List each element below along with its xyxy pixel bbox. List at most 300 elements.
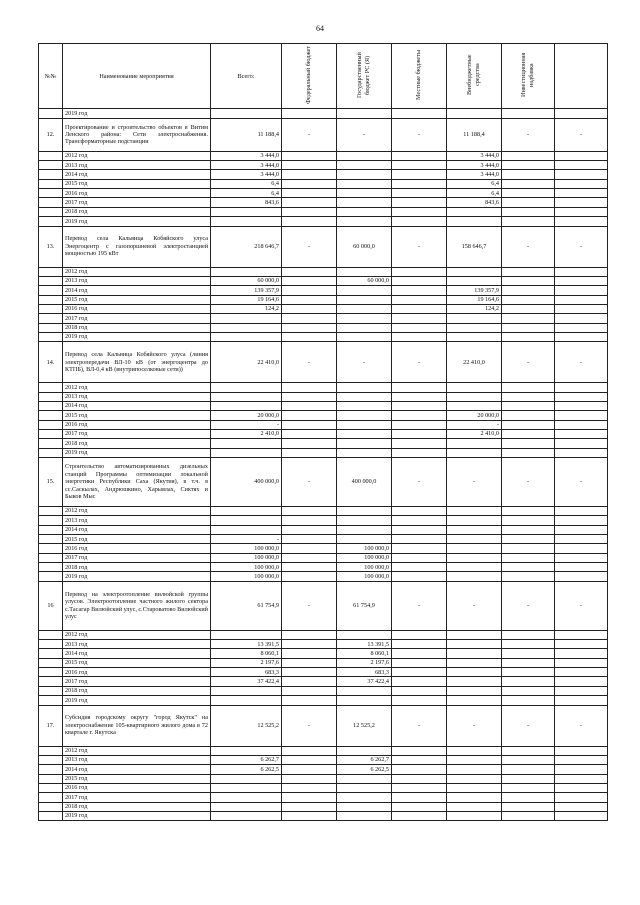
row-index-cell: [39, 401, 63, 410]
row-index-cell: [39, 383, 63, 392]
value-cell: [392, 658, 447, 667]
value-cell: [555, 179, 608, 188]
value-cell: [447, 630, 502, 639]
row-index-cell: [39, 765, 63, 774]
value-cell: [282, 755, 337, 764]
value-cell: [502, 109, 555, 118]
value-cell: [337, 267, 392, 276]
value-cell: [211, 811, 282, 820]
value-cell: [337, 217, 392, 226]
value-cell: [392, 295, 447, 304]
value-cell: [337, 109, 392, 118]
value-cell: 400 000,0: [211, 458, 282, 507]
value-cell: 100 000,0: [337, 572, 392, 581]
item-description: Перевод села Кальвица Кобяйского улуса Энергоцентр с газопоршневой электростанцией мощностью 195 кВт: [63, 226, 211, 267]
table-row-year: [39, 544, 608, 553]
value-cell: [282, 411, 337, 420]
item-index: 15.: [39, 458, 63, 507]
value-cell: [555, 295, 608, 304]
value-cell: [502, 420, 555, 429]
value-cell: [502, 507, 555, 516]
table-row-year: [39, 207, 608, 216]
row-index-cell: [39, 295, 63, 304]
value-cell: [555, 516, 608, 525]
year-label: 2017 год: [63, 677, 211, 686]
value-cell: [392, 535, 447, 544]
row-index-cell: [39, 411, 63, 420]
table-row-item: [39, 458, 608, 507]
value-cell: [337, 170, 392, 179]
value-cell: [211, 686, 282, 695]
value-cell: [555, 448, 608, 457]
year-label: 2012 год: [63, 507, 211, 516]
year-label: 2013 год: [63, 640, 211, 649]
table-row-year: [39, 630, 608, 639]
row-index-cell: [39, 439, 63, 448]
table-row-year: [39, 323, 608, 332]
value-cell: [447, 392, 502, 401]
value-cell: [447, 793, 502, 802]
value-cell: [555, 383, 608, 392]
value-cell: [447, 668, 502, 677]
value-cell: [211, 332, 282, 341]
value-cell: [555, 525, 608, 534]
value-cell: 37 422,4: [337, 677, 392, 686]
value-cell: [447, 811, 502, 820]
table-row-year: [39, 439, 608, 448]
header-name: Наименование мероприятия: [63, 44, 211, 109]
table-header-row: [39, 44, 608, 109]
value-cell: [282, 572, 337, 581]
value-cell: [337, 439, 392, 448]
row-index-cell: [39, 563, 63, 572]
value-cell: [392, 286, 447, 295]
value-cell: 61 754,9: [211, 581, 282, 630]
year-label: 2015 год: [63, 295, 211, 304]
value-cell: [555, 774, 608, 783]
row-index-cell: [39, 544, 63, 553]
table-row-year: [39, 429, 608, 438]
value-cell: [337, 516, 392, 525]
value-cell: 22 410,0: [447, 342, 502, 383]
value-cell: -: [282, 226, 337, 267]
value-cell: [282, 516, 337, 525]
value-cell: 843,6: [447, 198, 502, 207]
row-index-cell: [39, 802, 63, 811]
row-index-cell: [39, 179, 63, 188]
value-cell: [502, 198, 555, 207]
value-cell: [555, 198, 608, 207]
row-index-cell: [39, 535, 63, 544]
table-row-year: [39, 151, 608, 160]
value-cell: [502, 332, 555, 341]
year-label: 2016 год: [63, 304, 211, 313]
value-cell: 139 357,9: [211, 286, 282, 295]
year-label: 2018 год: [63, 686, 211, 695]
value-cell: [211, 439, 282, 448]
year-label: 2015 год: [63, 179, 211, 188]
value-cell: 100 000,0: [211, 572, 282, 581]
value-cell: 60 000,0: [337, 226, 392, 267]
value-cell: [392, 429, 447, 438]
value-cell: [392, 401, 447, 410]
value-cell: [392, 276, 447, 285]
year-label: 2016 год: [63, 544, 211, 553]
row-index-cell: [39, 516, 63, 525]
year-label: 2016 год: [63, 783, 211, 792]
value-cell: [555, 286, 608, 295]
value-cell: -: [392, 226, 447, 267]
value-cell: [337, 630, 392, 639]
value-cell: [392, 755, 447, 764]
value-cell: [555, 793, 608, 802]
value-cell: 100 000,0: [337, 563, 392, 572]
value-cell: [502, 189, 555, 198]
value-cell: [282, 677, 337, 686]
value-cell: [337, 420, 392, 429]
value-cell: [555, 668, 608, 677]
year-label: 2017 год: [63, 429, 211, 438]
value-cell: [282, 207, 337, 216]
table-row-year: [39, 563, 608, 572]
value-cell: [392, 686, 447, 695]
value-cell: [392, 198, 447, 207]
value-cell: [502, 525, 555, 534]
table-row-year: [39, 755, 608, 764]
value-cell: [392, 109, 447, 118]
value-cell: [555, 401, 608, 410]
table-row-item: [39, 226, 608, 267]
value-cell: [447, 696, 502, 705]
value-cell: [555, 392, 608, 401]
value-cell: [282, 658, 337, 667]
value-cell: [555, 439, 608, 448]
table-row-year: [39, 783, 608, 792]
value-cell: [447, 507, 502, 516]
table-row-year: [39, 535, 608, 544]
value-cell: -: [502, 581, 555, 630]
value-cell: [555, 658, 608, 667]
value-cell: [282, 535, 337, 544]
row-index-cell: [39, 429, 63, 438]
value-cell: [502, 161, 555, 170]
value-cell: [211, 323, 282, 332]
value-cell: [211, 630, 282, 639]
value-cell: [447, 525, 502, 534]
value-cell: [282, 429, 337, 438]
value-cell: [502, 811, 555, 820]
value-cell: 19 164,6: [447, 295, 502, 304]
header-federal: Федеральный бюджет: [282, 44, 337, 109]
value-cell: [282, 448, 337, 457]
item-index: 16: [39, 581, 63, 630]
table-row-year: [39, 696, 608, 705]
item-description: Перевод на электроотопление вилюйской группы улусов. Электроотопление частного жилого сектора с.Тасагар Вилюйский улус, с.Староватово Вилюйский улус: [63, 581, 211, 630]
row-index-cell: [39, 630, 63, 639]
value-cell: [392, 563, 447, 572]
value-cell: [337, 383, 392, 392]
row-index-cell: [39, 392, 63, 401]
table-row-year: [39, 217, 608, 226]
value-cell: 6,4: [211, 189, 282, 198]
value-cell: [502, 783, 555, 792]
table-row-year: [39, 802, 608, 811]
row-index-cell: [39, 286, 63, 295]
year-label: 2013 год: [63, 161, 211, 170]
table-row-year: [39, 572, 608, 581]
value-cell: [392, 267, 447, 276]
value-cell: 3 444,0: [211, 170, 282, 179]
value-cell: [502, 802, 555, 811]
value-cell: [502, 304, 555, 313]
table-row-year: [39, 686, 608, 695]
value-cell: 3 444,0: [447, 151, 502, 160]
value-cell: -: [502, 226, 555, 267]
value-cell: 3 444,0: [211, 161, 282, 170]
year-label: 2016 год: [63, 420, 211, 429]
value-cell: [337, 332, 392, 341]
year-label: 2014 год: [63, 401, 211, 410]
value-cell: [555, 189, 608, 198]
value-cell: [392, 774, 447, 783]
value-cell: 100 000,0: [337, 544, 392, 553]
value-cell: [282, 276, 337, 285]
value-cell: -: [282, 118, 337, 151]
value-cell: [337, 207, 392, 216]
value-cell: -: [211, 535, 282, 544]
year-label: 2015 год: [63, 535, 211, 544]
value-cell: [337, 746, 392, 755]
table-row-year: [39, 640, 608, 649]
value-cell: 683,3: [211, 668, 282, 677]
year-label: 2017 год: [63, 314, 211, 323]
value-cell: [392, 553, 447, 562]
row-index-cell: [39, 755, 63, 764]
value-cell: [282, 649, 337, 658]
value-cell: [502, 630, 555, 639]
value-cell: [447, 649, 502, 658]
value-cell: [282, 189, 337, 198]
value-cell: [337, 686, 392, 695]
value-cell: [211, 774, 282, 783]
year-label: 2019 год: [63, 811, 211, 820]
value-cell: [337, 783, 392, 792]
value-cell: [447, 686, 502, 695]
value-cell: [502, 755, 555, 764]
year-label: 2019 год: [63, 572, 211, 581]
value-cell: 158 646,7: [447, 226, 502, 267]
row-index-cell: [39, 525, 63, 534]
row-index-cell: [39, 170, 63, 179]
table-row-year: [39, 401, 608, 410]
value-cell: [502, 774, 555, 783]
item-description: Строительство автоматизированных дизельных станций Программы оптимизации локальной энергетики Республики Саха (Якутия), в т.ч. в сс.Саскылах, Андрюшкино, Харыялах, Сиктях и Быков Мыс: [63, 458, 211, 507]
value-cell: 60 000,0: [211, 276, 282, 285]
value-cell: -: [392, 581, 447, 630]
value-cell: [502, 535, 555, 544]
value-cell: [502, 439, 555, 448]
value-cell: -: [282, 581, 337, 630]
value-cell: [392, 161, 447, 170]
table-row-year: [39, 314, 608, 323]
value-cell: [282, 640, 337, 649]
value-cell: [502, 170, 555, 179]
value-cell: -: [282, 705, 337, 746]
value-cell: [447, 314, 502, 323]
value-cell: [502, 746, 555, 755]
table-row-year: [39, 774, 608, 783]
value-cell: 6,4: [447, 189, 502, 198]
row-index-cell: [39, 640, 63, 649]
value-cell: 6 262,5: [337, 765, 392, 774]
item-description: Субсидия городскому округу "город Якутск" на электроснабжение 105-квартирного жилого дома в 72 квартале г. Якутска: [63, 705, 211, 746]
value-cell: [282, 544, 337, 553]
value-cell: [337, 323, 392, 332]
value-cell: [337, 295, 392, 304]
value-cell: [282, 765, 337, 774]
value-cell: [282, 151, 337, 160]
value-cell: [502, 696, 555, 705]
row-index-cell: [39, 109, 63, 118]
value-cell: [211, 516, 282, 525]
value-cell: [211, 401, 282, 410]
item-description: Проектирование и строительство объектов в Витим Ленского района: Сети электроснабжения. Трансформаторные подстанции: [63, 118, 211, 151]
value-cell: [282, 314, 337, 323]
value-cell: [502, 401, 555, 410]
value-cell: [447, 207, 502, 216]
value-cell: [502, 793, 555, 802]
value-cell: 8 060,1: [337, 649, 392, 658]
value-cell: [502, 295, 555, 304]
value-cell: [555, 207, 608, 216]
value-cell: [392, 392, 447, 401]
value-cell: [392, 420, 447, 429]
value-cell: [337, 198, 392, 207]
header-num: №№: [39, 44, 63, 109]
value-cell: -: [447, 705, 502, 746]
value-cell: -: [555, 226, 608, 267]
value-cell: [392, 189, 447, 198]
value-cell: 20 000,0: [447, 411, 502, 420]
value-cell: [555, 217, 608, 226]
value-cell: [447, 765, 502, 774]
table-row-year: [39, 765, 608, 774]
value-cell: [502, 553, 555, 562]
header-blank: [555, 44, 608, 109]
value-cell: [392, 802, 447, 811]
value-cell: [502, 658, 555, 667]
value-cell: 6,4: [447, 179, 502, 188]
row-index-cell: [39, 649, 63, 658]
value-cell: [447, 323, 502, 332]
year-label: 2019 год: [63, 217, 211, 226]
value-cell: [282, 630, 337, 639]
value-cell: [447, 563, 502, 572]
year-label: 2015 год: [63, 774, 211, 783]
year-label: 2018 год: [63, 563, 211, 572]
value-cell: [211, 525, 282, 534]
table-row-year: [39, 448, 608, 457]
table-row-year: [39, 276, 608, 285]
budget-table: [38, 43, 608, 821]
value-cell: [211, 383, 282, 392]
table-row-year: [39, 516, 608, 525]
row-index-cell: [39, 677, 63, 686]
value-cell: [392, 383, 447, 392]
table-row-item: [39, 581, 608, 630]
row-index-cell: [39, 151, 63, 160]
value-cell: 19 164,6: [211, 295, 282, 304]
value-cell: [392, 179, 447, 188]
row-index-cell: [39, 811, 63, 820]
year-label: 2015 год: [63, 411, 211, 420]
row-index-cell: [39, 696, 63, 705]
value-cell: 6 262,5: [211, 765, 282, 774]
value-cell: [447, 802, 502, 811]
value-cell: [555, 544, 608, 553]
value-cell: [392, 630, 447, 639]
value-cell: [337, 411, 392, 420]
value-cell: [211, 392, 282, 401]
value-cell: 2 197,6: [211, 658, 282, 667]
value-cell: [555, 332, 608, 341]
value-cell: [337, 793, 392, 802]
table-row-year: [39, 161, 608, 170]
value-cell: [337, 535, 392, 544]
value-cell: [282, 304, 337, 313]
row-index-cell: [39, 276, 63, 285]
value-cell: [211, 793, 282, 802]
value-cell: [211, 314, 282, 323]
value-cell: [555, 429, 608, 438]
value-cell: [337, 304, 392, 313]
year-label: 2017 год: [63, 793, 211, 802]
value-cell: [392, 448, 447, 457]
value-cell: -: [555, 581, 608, 630]
value-cell: [282, 783, 337, 792]
value-cell: -: [282, 342, 337, 383]
value-cell: [392, 507, 447, 516]
row-index-cell: [39, 267, 63, 276]
value-cell: [282, 793, 337, 802]
value-cell: 100 000,0: [211, 544, 282, 553]
year-label: 2012 год: [63, 746, 211, 755]
value-cell: 12 525,2: [211, 705, 282, 746]
value-cell: [502, 544, 555, 553]
table-row-year: [39, 658, 608, 667]
value-cell: -: [447, 420, 502, 429]
value-cell: [502, 276, 555, 285]
table-row-year: [39, 668, 608, 677]
value-cell: [447, 332, 502, 341]
value-cell: [447, 109, 502, 118]
value-cell: 13 391,5: [211, 640, 282, 649]
value-cell: [447, 383, 502, 392]
item-index: 14.: [39, 342, 63, 383]
value-cell: [392, 314, 447, 323]
value-cell: [555, 755, 608, 764]
value-cell: -: [392, 118, 447, 151]
value-cell: [392, 544, 447, 553]
value-cell: [392, 170, 447, 179]
value-cell: [211, 746, 282, 755]
value-cell: [392, 572, 447, 581]
value-cell: [555, 276, 608, 285]
value-cell: [447, 535, 502, 544]
year-label: 2015 год: [63, 658, 211, 667]
table-row-year: [39, 295, 608, 304]
value-cell: [392, 217, 447, 226]
